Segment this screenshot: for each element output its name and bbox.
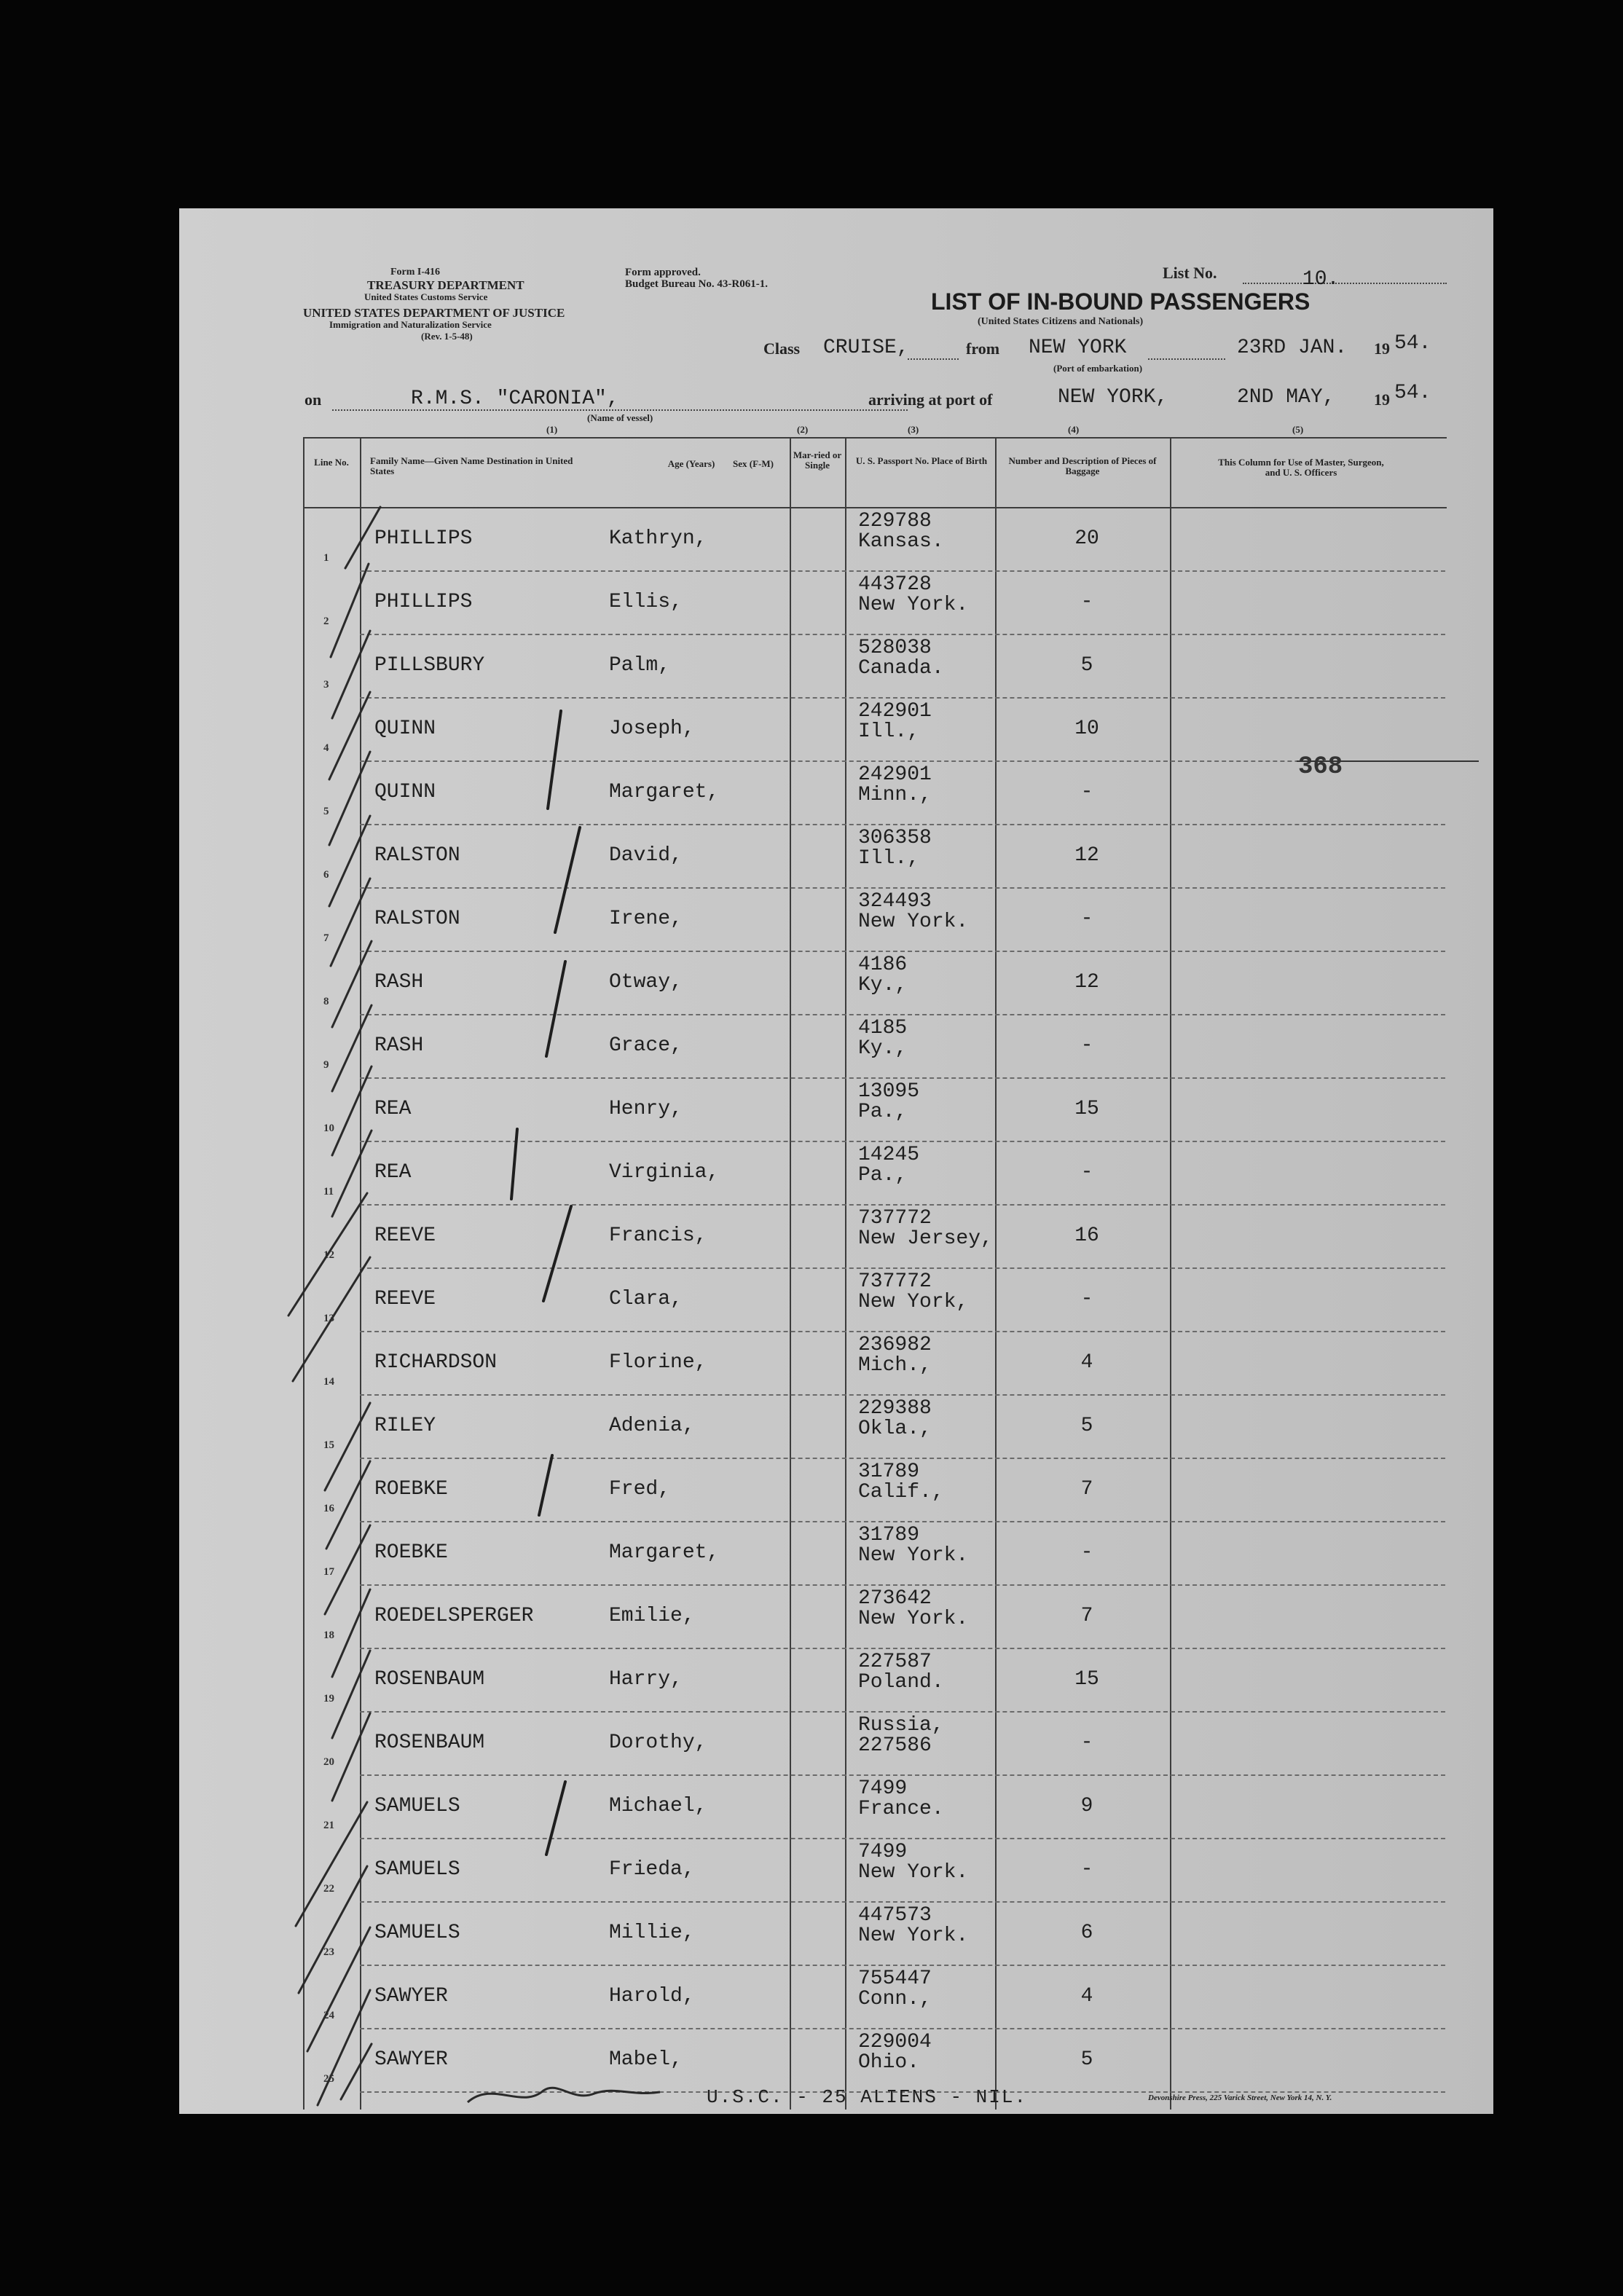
place-of-birth: New York. bbox=[858, 594, 969, 616]
baggage-count: 9 bbox=[1080, 1795, 1093, 1817]
passport-number: 273642 bbox=[858, 1587, 932, 1610]
place-of-birth: Minn., bbox=[858, 784, 932, 806]
baggage-count: - bbox=[1080, 1161, 1093, 1184]
family-name: RICHARDSON bbox=[374, 1351, 498, 1374]
baggage-count: 12 bbox=[1074, 971, 1099, 994]
col-header-sex: Sex (F-M) bbox=[733, 458, 774, 469]
budget-bureau: Budget Bureau No. 43-R061-1. bbox=[625, 278, 768, 290]
passport-number: 737772 bbox=[858, 1270, 932, 1293]
class-label: Class bbox=[763, 339, 801, 358]
pencil-check-marks bbox=[179, 208, 1493, 2114]
given-name: Mabel, bbox=[609, 2048, 683, 2071]
given-name: Irene, bbox=[609, 908, 683, 930]
family-name: RILEY bbox=[374, 1415, 436, 1437]
passport-number: 242901 bbox=[858, 763, 932, 786]
customs-service: United States Customs Service bbox=[364, 291, 488, 302]
passport-number: 306358 bbox=[858, 827, 932, 849]
line-number: 12 bbox=[323, 1249, 334, 1261]
treasury-dept: TREASURY DEPARTMENT bbox=[367, 278, 524, 292]
col-number-2: (2) bbox=[797, 424, 809, 435]
depart-date: 23RD JAN. bbox=[1237, 337, 1348, 359]
passenger-list-page bbox=[179, 208, 1493, 2114]
baggage-count: 5 bbox=[1080, 2048, 1093, 2071]
family-name: ROEBKE bbox=[374, 1478, 448, 1501]
passport-number: 755447 bbox=[858, 1967, 932, 1990]
passport-number: 14245 bbox=[858, 1144, 920, 1166]
place-of-birth: Poland. bbox=[858, 1671, 944, 1694]
place-of-birth: Pa., bbox=[858, 1101, 908, 1123]
baggage-count: 7 bbox=[1080, 1605, 1093, 1627]
arrival-year: 54. bbox=[1394, 382, 1431, 404]
port-embark-note: (Port of embarkation) bbox=[1053, 363, 1143, 374]
revision: (Rev. 1-5-48) bbox=[421, 331, 473, 342]
list-no-label: List No. bbox=[1163, 264, 1217, 282]
given-name: Virginia, bbox=[609, 1161, 720, 1184]
place-of-birth: New Jersey, bbox=[858, 1227, 993, 1250]
passport-number: 528038 bbox=[858, 637, 932, 659]
page-title: LIST OF IN-BOUND PASSENGERS bbox=[931, 288, 1310, 315]
line-number: 24 bbox=[323, 2010, 334, 2021]
given-name: Michael, bbox=[609, 1795, 707, 1817]
family-name: SAMUELS bbox=[374, 1922, 460, 1944]
given-name: Emilie, bbox=[609, 1605, 695, 1627]
place-of-birth: Conn., bbox=[858, 1988, 932, 2010]
place-of-birth: Ky., bbox=[858, 974, 908, 996]
family-name: SAMUELS bbox=[374, 1858, 460, 1881]
given-name: David, bbox=[609, 844, 683, 867]
col-header-officers: This Column for Use of Master, Surgeon, and U. S. Officers bbox=[1218, 457, 1384, 478]
baggage-count: - bbox=[1080, 591, 1093, 613]
justice-dept: UNITED STATES DEPARTMENT OF JUSTICE bbox=[303, 306, 565, 320]
given-name: Ellis, bbox=[609, 591, 683, 613]
form-number: Form I-416 bbox=[390, 267, 441, 278]
family-name: QUINN bbox=[374, 781, 436, 803]
given-name: Fred, bbox=[609, 1478, 671, 1501]
col-header-passport: U. S. Passport No. Place of Birth bbox=[855, 455, 988, 466]
place-of-birth: Pa., bbox=[858, 1164, 908, 1187]
baggage-count: 4 bbox=[1080, 1985, 1093, 2008]
baggage-count: - bbox=[1080, 908, 1093, 930]
family-name: REEVE bbox=[374, 1224, 436, 1247]
depart-year: 54. bbox=[1394, 332, 1431, 355]
family-name: RASH bbox=[374, 1034, 424, 1057]
line-number: 22 bbox=[323, 1883, 334, 1895]
family-name: REEVE bbox=[374, 1288, 436, 1310]
family-name: PHILLIPS bbox=[374, 591, 473, 613]
baggage-count: - bbox=[1080, 1541, 1093, 1564]
line-number: 13 bbox=[323, 1313, 334, 1324]
place-of-birth: Ohio. bbox=[858, 2051, 920, 2074]
col-number-3: (3) bbox=[908, 424, 919, 435]
from-label: from bbox=[966, 339, 1000, 358]
family-name: RALSTON bbox=[374, 844, 460, 867]
family-name: REA bbox=[374, 1098, 412, 1120]
passport-number: 324493 bbox=[858, 890, 932, 913]
passport-number: 227587 bbox=[858, 1651, 932, 1673]
baggage-count: 5 bbox=[1080, 654, 1093, 677]
given-name: Henry, bbox=[609, 1098, 683, 1120]
family-name: SAWYER bbox=[374, 1985, 448, 2008]
baggage-count: 15 bbox=[1074, 1098, 1099, 1120]
line-number: 19 bbox=[323, 1693, 334, 1705]
passport-number: 4185 bbox=[858, 1017, 908, 1039]
family-name: ROSENBAUM bbox=[374, 1731, 485, 1754]
baggage-count: - bbox=[1080, 1731, 1093, 1754]
family-name: SAWYER bbox=[374, 2048, 448, 2071]
col-header-age: Age (Years) bbox=[667, 458, 715, 469]
passport-number: 7499 bbox=[858, 1777, 908, 1800]
passport-number: 447573 bbox=[858, 1904, 932, 1927]
place-of-birth: Canada. bbox=[858, 657, 944, 680]
family-name: ROEDELSPERGER bbox=[374, 1605, 534, 1627]
line-number: 23 bbox=[323, 1946, 334, 1958]
given-name: Margaret, bbox=[609, 1541, 720, 1564]
depart-year-prefix: 19 bbox=[1374, 339, 1390, 358]
given-name: Grace, bbox=[609, 1034, 683, 1057]
given-name: Harry, bbox=[609, 1668, 683, 1691]
passport-number: 443728 bbox=[858, 573, 932, 596]
family-name: RALSTON bbox=[374, 908, 460, 930]
line-number: 9 bbox=[323, 1059, 329, 1071]
passport-number: Russia, bbox=[858, 1714, 944, 1737]
class-value: CRUISE, bbox=[823, 337, 909, 359]
place-of-birth: New York. bbox=[858, 1861, 969, 1884]
baggage-count: 15 bbox=[1074, 1668, 1099, 1691]
line-number: 17 bbox=[323, 1566, 334, 1578]
line-number: 21 bbox=[323, 1820, 334, 1831]
line-number: 6 bbox=[323, 869, 329, 881]
baggage-count: 5 bbox=[1080, 1415, 1093, 1437]
passport-number: 229788 bbox=[858, 510, 932, 532]
place-of-birth: Ill., bbox=[858, 847, 920, 870]
place-of-birth: New York. bbox=[858, 911, 969, 933]
baggage-count: - bbox=[1080, 781, 1093, 803]
family-name: RASH bbox=[374, 971, 424, 994]
given-name: Margaret, bbox=[609, 781, 720, 803]
line-number: 15 bbox=[323, 1439, 334, 1451]
given-name: Palm, bbox=[609, 654, 671, 677]
given-name: Francis, bbox=[609, 1224, 707, 1247]
passport-number: 236982 bbox=[858, 1334, 932, 1356]
family-name: ROSENBAUM bbox=[374, 1668, 485, 1691]
family-name: PILLSBURY bbox=[374, 654, 485, 677]
form-approved: Form approved. bbox=[625, 267, 701, 278]
place-of-birth: Ill., bbox=[858, 720, 920, 743]
place-of-birth: 227586 bbox=[858, 1734, 932, 1757]
ins-service: Immigration and Naturalization Service bbox=[329, 319, 492, 330]
arrival-year-prefix: 19 bbox=[1374, 390, 1390, 409]
line-number: 16 bbox=[323, 1503, 334, 1514]
place-of-birth: New York, bbox=[858, 1291, 969, 1313]
line-number: 8 bbox=[323, 996, 329, 1007]
given-name: Otway, bbox=[609, 971, 683, 994]
line-number: 20 bbox=[323, 1756, 334, 1768]
passport-number: 737772 bbox=[858, 1207, 932, 1230]
footer-summary: U.S.C. - 25 ALIENS - NIL. bbox=[707, 2086, 1028, 2108]
family-name: PHILLIPS bbox=[374, 527, 473, 550]
arriving-label: arriving at port of bbox=[868, 390, 993, 409]
line-number: 5 bbox=[323, 806, 329, 817]
baggage-count: 4 bbox=[1080, 1351, 1093, 1374]
col-number-1: (1) bbox=[546, 424, 558, 435]
place-of-birth: France. bbox=[858, 1798, 944, 1820]
baggage-count: 20 bbox=[1074, 527, 1099, 550]
place-of-birth: New York. bbox=[858, 1925, 969, 1947]
line-number: 1 bbox=[323, 552, 329, 564]
officer-note: 368 bbox=[1298, 753, 1343, 781]
line-number: 10 bbox=[323, 1123, 334, 1134]
col-header-name: Family Name—Given Name Destination in United States bbox=[370, 455, 573, 476]
baggage-count: 7 bbox=[1080, 1478, 1093, 1501]
given-name: Frieda, bbox=[609, 1858, 695, 1881]
on-label: on bbox=[304, 390, 322, 409]
col-header-baggage: Number and Description of Pieces of Baggage bbox=[1008, 455, 1157, 476]
col-number-5: (5) bbox=[1292, 424, 1304, 435]
passport-number: 4186 bbox=[858, 954, 908, 976]
line-number: 7 bbox=[323, 932, 329, 944]
page-subtitle: (United States Citizens and Nationals) bbox=[978, 316, 1144, 327]
given-name: Dorothy, bbox=[609, 1731, 707, 1754]
place-of-birth: Kansas. bbox=[858, 530, 944, 553]
baggage-count: - bbox=[1080, 1034, 1093, 1057]
given-name: Harold, bbox=[609, 1985, 695, 2008]
col-header-married: Mar-ried or Single bbox=[793, 449, 842, 471]
given-name: Millie, bbox=[609, 1922, 695, 1944]
given-name: Clara, bbox=[609, 1288, 683, 1310]
embark-port: NEW YORK bbox=[1029, 337, 1127, 359]
place-of-birth: Mich., bbox=[858, 1354, 932, 1377]
baggage-count: 10 bbox=[1074, 718, 1099, 740]
place-of-birth: Ky., bbox=[858, 1037, 908, 1060]
line-number: 14 bbox=[323, 1376, 334, 1388]
baggage-count: - bbox=[1080, 1858, 1093, 1881]
passport-number: 229388 bbox=[858, 1397, 932, 1420]
col-header-line-no: Line No. bbox=[314, 457, 349, 468]
place-of-birth: New York. bbox=[858, 1608, 969, 1630]
baggage-count: 6 bbox=[1080, 1922, 1093, 1944]
passport-number: 31789 bbox=[858, 1460, 920, 1483]
family-name: SAMUELS bbox=[374, 1795, 460, 1817]
list-number: 10. bbox=[1302, 268, 1340, 291]
baggage-count: 16 bbox=[1074, 1224, 1099, 1247]
given-name: Florine, bbox=[609, 1351, 707, 1374]
line-number: 4 bbox=[323, 742, 329, 754]
arrival-port: NEW YORK, bbox=[1058, 386, 1168, 409]
passport-number: 7499 bbox=[858, 1841, 908, 1863]
line-number: 11 bbox=[323, 1186, 334, 1198]
place-of-birth: Okla., bbox=[858, 1418, 932, 1440]
given-name: Kathryn, bbox=[609, 527, 707, 550]
family-name: QUINN bbox=[374, 718, 436, 740]
passport-number: 229004 bbox=[858, 2031, 932, 2053]
passport-number: 13095 bbox=[858, 1080, 920, 1103]
vessel-name: R.M.S. "CARONIA", bbox=[411, 388, 619, 410]
col-number-4: (4) bbox=[1068, 424, 1080, 435]
place-of-birth: Calif., bbox=[858, 1481, 944, 1503]
vessel-note: (Name of vessel) bbox=[587, 412, 653, 423]
printer-imprint: Devonshire Press, 225 Varick Street, New York 14, N. Y. bbox=[1148, 2093, 1332, 2102]
line-number: 2 bbox=[323, 616, 329, 627]
passport-number: 31789 bbox=[858, 1524, 920, 1546]
baggage-count: 12 bbox=[1074, 844, 1099, 867]
family-name: ROEBKE bbox=[374, 1541, 448, 1564]
place-of-birth: New York. bbox=[858, 1544, 969, 1567]
family-name: REA bbox=[374, 1161, 412, 1184]
given-name: Joseph, bbox=[609, 718, 695, 740]
line-number: 18 bbox=[323, 1629, 334, 1641]
passport-number: 242901 bbox=[858, 700, 932, 723]
given-name: Adenia, bbox=[609, 1415, 695, 1437]
line-number: 3 bbox=[323, 679, 329, 691]
arrival-date: 2ND MAY, bbox=[1237, 386, 1335, 409]
line-number: 25 bbox=[323, 2073, 334, 2085]
baggage-count: - bbox=[1080, 1288, 1093, 1310]
